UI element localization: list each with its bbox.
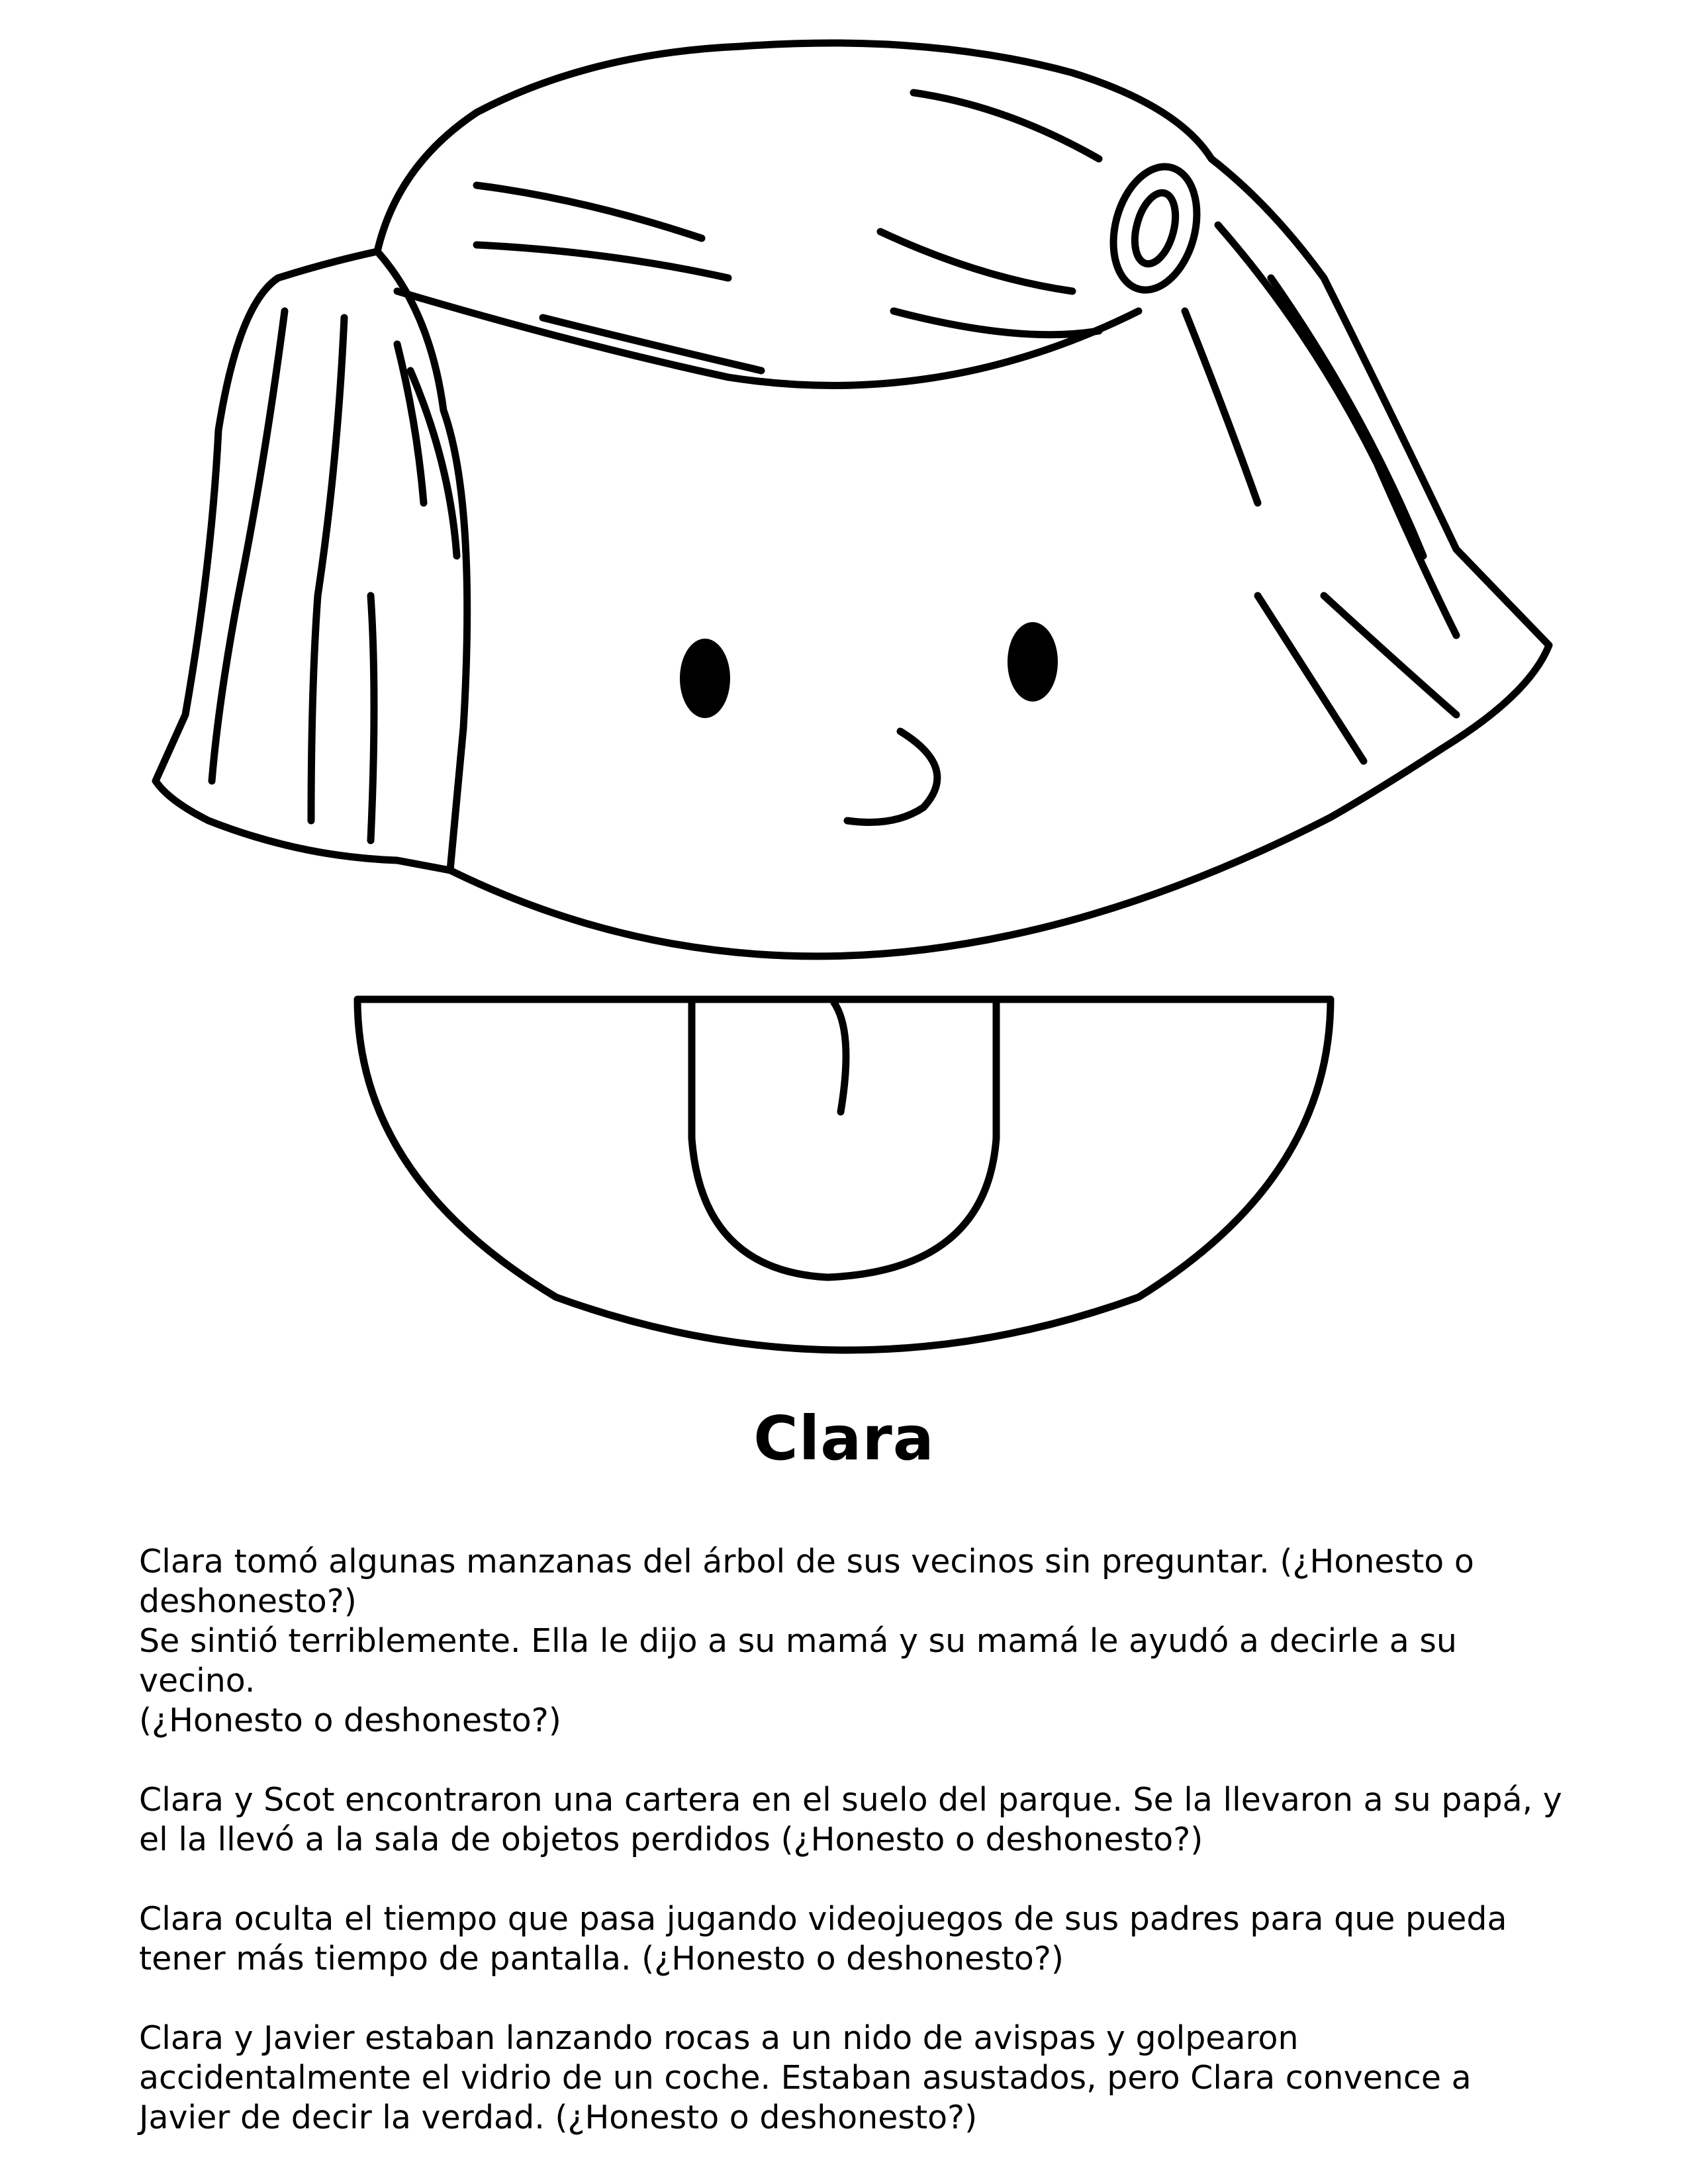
story-paragraphs <box>139 1542 1582 2177</box>
face-outline <box>450 817 1331 956</box>
hair-fringe <box>397 291 1139 386</box>
nose <box>847 731 937 823</box>
story-line: deshonesto?) <box>139 1582 357 1620</box>
shirt-button-line <box>834 1003 846 1112</box>
hair-strand <box>212 311 285 781</box>
right-eye <box>1008 622 1058 702</box>
hair-strand <box>914 93 1099 159</box>
hair-strand <box>311 318 344 821</box>
hair-strand <box>371 596 374 841</box>
story-line: accidentalmente el vidrio de un coche. Estaban asustados, pero Clara convence a <box>139 2059 1472 2097</box>
hair-strand <box>1185 311 1258 503</box>
story-paragraph <box>139 1899 1582 1979</box>
hair-outline <box>156 43 1549 870</box>
story-line: Se sintió terriblemente. Ella le dijo a su mamá y su mamá le ayudó a decirle a su vecino. <box>139 1622 1457 1700</box>
story-line: Clara y Scot encontraron una cartera en el suelo del parque. Se la llevaron a su papá, y <box>139 1781 1562 1819</box>
hair-clip-outer <box>1100 158 1209 300</box>
story-line: (¿Honesto o deshonesto?) <box>139 1702 561 1739</box>
hair-strand <box>894 311 1099 335</box>
hair-fringe <box>377 251 467 870</box>
story-line: Clara oculta el tiempo que pasa jugando videojuegos de sus padres para que pueda <box>139 1900 1507 1938</box>
story-line: Clara tomó algunas manzanas del árbol de sus vecinos sin preguntar. (¿Honesto o <box>139 1543 1474 1580</box>
hair-strand <box>1324 596 1456 715</box>
left-eye <box>680 639 730 718</box>
page-title: Clara <box>753 1403 935 1474</box>
hair-strand <box>880 232 1072 291</box>
hair-strand <box>477 185 702 238</box>
story-paragraph <box>139 2019 1582 2138</box>
story-line: el la llevó a la sala de objetos perdidos (¿Honesto o deshonesto?) <box>139 1821 1203 1858</box>
hair-strand <box>477 245 728 278</box>
story-line: Clara y Javier estaban lanzando rocas a un nido de avispas y golpearon <box>139 2019 1299 2057</box>
story-paragraph <box>139 1780 1582 1860</box>
story-paragraph <box>139 1542 1582 1741</box>
hair-strand <box>1218 225 1456 635</box>
story-line: Javier de decir la verdad. (¿Honesto o deshonesto?) <box>139 2099 978 2136</box>
hair-clip-inner <box>1128 189 1183 269</box>
story-line: tener más tiempo de pantalla. (¿Honesto o deshonesto?) <box>139 1940 1064 1978</box>
